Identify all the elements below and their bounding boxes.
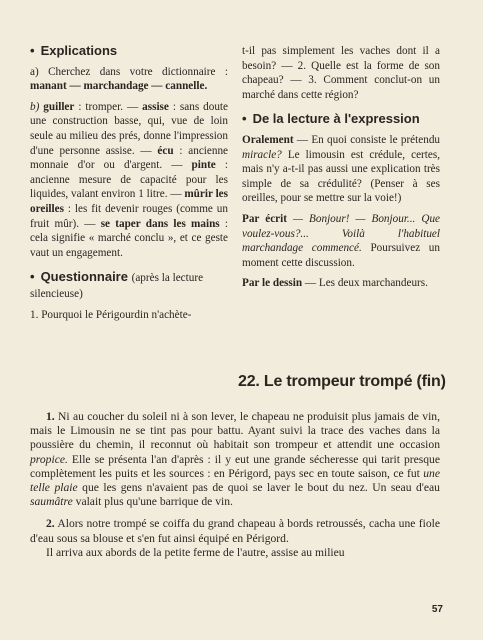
questionnaire-heading: • Questionnaire (après la lecture silencieuse)	[30, 269, 204, 300]
lecture-heading: • De la lecture à l'expression	[242, 111, 420, 127]
story-text	[30, 410, 440, 560]
explications-a: a) Cherchez dans votre dictionnaire : manant — marchandage — cannelle.	[30, 65, 228, 93]
story-paragraph-3: Il arriva aux abords de la petite ferme de l'autre, assise au milieu	[46, 545, 345, 559]
explications-heading: • Explications	[30, 43, 118, 58]
par-le-dessin-paragraph: Par le dessin — Les deux marchandeurs.	[242, 277, 428, 290]
question-1-start: 1. Pourquoi le Périgourdin n'achète-	[30, 308, 192, 321]
story-paragraph-2: 2. Alors notre trompé se coiffa du grand chapeau à bords retroussés, cacha une fiole d'eau sous sa blouse et s'en fut ainsi équipé en Périgord.	[30, 517, 440, 545]
par-ecrit-paragraph: Par écrit — Bonjour! — Bonjour... Que voulez-vous?... Voilà l'habituel marchandage commencé. Poursuivez un moment cette discussion.	[242, 212, 441, 269]
chapter-title: 22. Le trompeur trompé (fin)	[238, 373, 446, 390]
page-number: 57	[431, 604, 443, 615]
question-1-end: t-il pas simplement les vaches dont il a besoin? — 2. Quelle est la forme de son chapeau? — 3. Comment conclut-on un marché dans cette région?	[242, 45, 440, 101]
bullet-icon: •	[30, 269, 35, 285]
left-column	[30, 44, 228, 328]
bullet-icon: •	[242, 111, 247, 127]
right-column	[242, 44, 440, 297]
story-paragraph-1: 1. Ni au coucher du soleil ni à son lever, le chapeau ne produisit plus jamais de vin, mais le Limousin ne se tint pas pour battu. Ayant suivi la trace des vaches dans la poussière du chemin, il reconnut où habitait son trompeur et attendit une occasion propice. Elle se présenta l'an d'après : il y eut une grande sécheresse qui tarit presque complètement les puits et les sources : en Périgord, pays sec en toute saison, ce fut une telle plaie que les gens n'avaient pas de quoi se laver le bout du nez. Un seau d'eau saumâtre valait plus qu'une barrique de vin.	[30, 410, 440, 509]
oralement-paragraph: Oralement — En quoi consiste le prétendu miracle? Le limousin est crédule, certes, mais n'y a-t-il pas aussi une explication très simple de sa crédulité? (Penser à ses oreilles, pour se mettre sur la voie!)	[242, 133, 441, 205]
explications-b: b) guiller : tromper. — assise : sans doute une construction basse, qui, vue de loin seule au milieu des prés, donne l'impression d'une personne assise. — écu : ancienne monnaie d'or ou d'argent. — pinte : ancienne mesure de capacité pour les liquides, valant environ 1 litre. — mûrir les oreilles : les fit devenir rouges (comme un fruit mûr). — se taper dans les mains : cela signifie « marché conclu », et ce geste vaut un engagement.	[30, 100, 229, 259]
bullet-icon: •	[30, 43, 35, 58]
